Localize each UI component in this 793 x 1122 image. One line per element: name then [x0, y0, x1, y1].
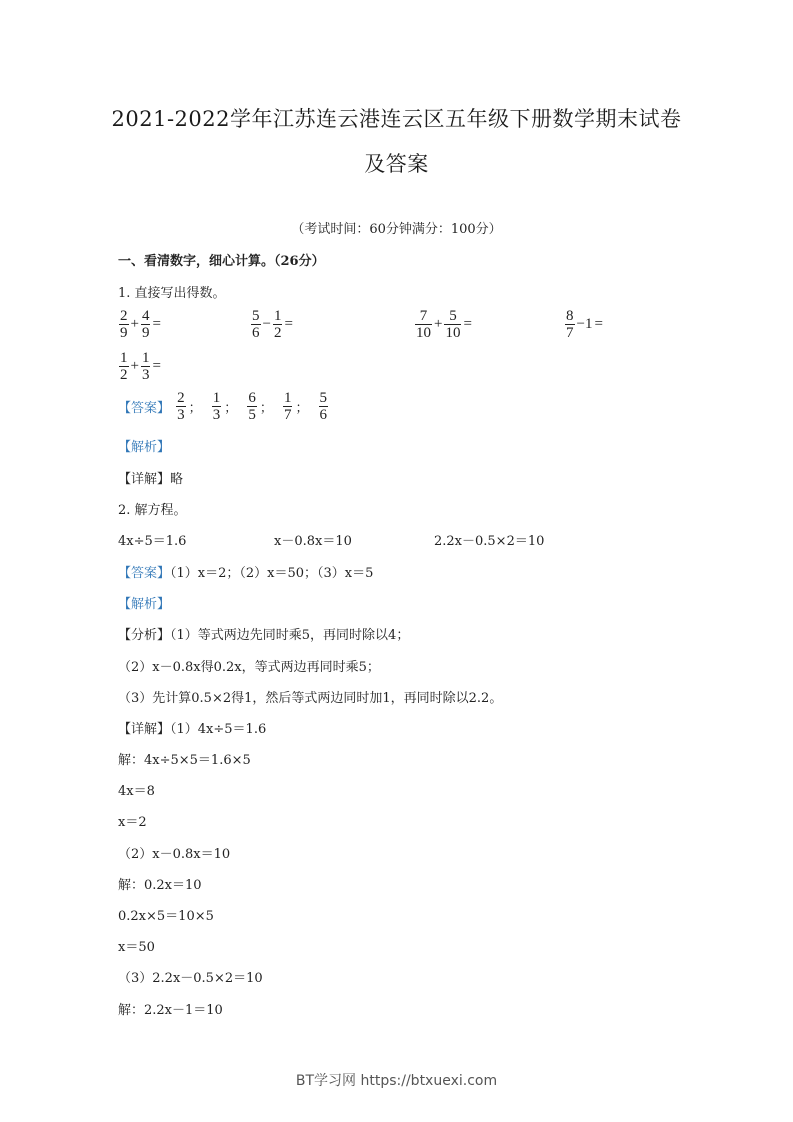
equals-sign: = — [152, 358, 161, 374]
denominator: 5 — [248, 407, 256, 423]
numerator: 2 — [177, 390, 185, 406]
numerator: 4 — [141, 308, 150, 324]
equals-sign: = — [594, 316, 603, 332]
q2-prompt: 2. 解方程。 — [118, 503, 187, 518]
detail-text: 略 — [170, 472, 184, 487]
denominator: 7 — [566, 325, 574, 341]
numerator: 5 — [444, 308, 461, 325]
operator: + — [130, 358, 139, 374]
fraction — [251, 308, 261, 341]
footer-watermark: BT学习网 https://btxuexi.com — [295, 1073, 498, 1089]
numerator: 5 — [252, 308, 260, 324]
operator: − — [262, 316, 271, 332]
q1-analysis-label: 【解析】 — [118, 440, 171, 455]
denominator: 10 — [445, 325, 461, 341]
q2-step-8: （3）2.2x－0.5×2＝10 — [118, 971, 263, 986]
equals-sign: = — [284, 316, 293, 332]
q1-answer — [118, 390, 329, 423]
q2-step-9: 解：2.2x－1＝10 — [118, 1003, 223, 1018]
fraction — [119, 350, 129, 383]
q2-answer — [118, 562, 373, 581]
numerator: 1 — [283, 390, 292, 406]
denominator: 3 — [212, 407, 221, 423]
fenxi-label: 【分析】 — [118, 628, 171, 643]
document-title-line1: 2021-2022学年江苏连云港连云区五年级下册数学期末试卷 — [111, 107, 682, 131]
fraction — [273, 308, 283, 341]
q1-prompt: 1. 直接写出得数。 — [118, 286, 226, 301]
fraction — [141, 308, 151, 341]
fenxi-text: （1）等式两边先同时乘5，再同时除以4； — [170, 628, 410, 643]
q2-detail-line-1 — [118, 718, 266, 737]
numerator: 5 — [319, 390, 328, 406]
q2-analysis-label: 【解析】 — [118, 597, 171, 612]
numerator: 1 — [141, 350, 150, 366]
denominator: 9 — [120, 325, 128, 341]
q2-step-6: 0.2x×5＝10×5 — [118, 909, 214, 924]
separator: ； — [259, 400, 273, 415]
answer-label: 【答案】 — [118, 566, 171, 581]
answer-label: 【答案】 — [118, 401, 171, 416]
detail-label: 【详解】 — [118, 472, 171, 487]
operator: −1 — [576, 316, 593, 332]
answer-fraction-1 — [176, 390, 186, 423]
q1-detail — [118, 468, 183, 487]
separator: ； — [188, 400, 202, 415]
detail-label: 【详解】 — [118, 722, 171, 737]
document-title-line2: 及答案 — [364, 152, 429, 176]
q2-fenxi-line-1 — [118, 624, 409, 643]
denominator: 3 — [141, 367, 150, 383]
q2-equation-2: x－0.8x＝10 — [274, 534, 352, 549]
q1-expression-5 — [118, 350, 162, 383]
answer-fraction-4 — [283, 390, 293, 423]
exam-info: （考试时间：60分钟满分：100分） — [291, 222, 502, 237]
numerator: 7 — [415, 308, 432, 325]
q2-fenxi-line-3: （3）先计算0.5×2得1，然后等式两边同时加1，再同时除以2.2。 — [118, 691, 503, 706]
denominator: 9 — [141, 325, 150, 341]
q2-equation-3: 2.2x－0.5×2＝10 — [434, 534, 545, 549]
numerator: 8 — [566, 308, 574, 324]
fraction — [444, 308, 461, 341]
separator: ； — [295, 400, 309, 415]
denominator: 10 — [416, 325, 431, 341]
fraction — [565, 308, 575, 341]
denominator: 6 — [252, 325, 260, 341]
numerator: 2 — [120, 308, 128, 324]
denominator: 7 — [283, 407, 292, 423]
q2-step-1: 解：4x÷5×5＝1.6×5 — [118, 753, 251, 768]
numerator: 1 — [120, 350, 128, 366]
numerator: 1 — [273, 308, 282, 324]
answer-fraction-2 — [212, 390, 222, 423]
denominator: 2 — [120, 367, 128, 383]
q1-expression-1 — [118, 308, 162, 341]
operator: + — [434, 316, 443, 332]
answer-fraction-5 — [319, 390, 329, 423]
fraction — [415, 308, 432, 341]
denominator: 3 — [177, 407, 185, 423]
q1-expression-3 — [414, 308, 473, 341]
denominator: 2 — [273, 325, 282, 341]
numerator: 6 — [248, 390, 256, 406]
equals-sign: = — [152, 316, 161, 332]
q2-step-2: 4x＝8 — [118, 784, 155, 799]
q1-expression-2 — [250, 308, 294, 341]
q1-expression-4 — [564, 308, 604, 341]
q2-equation-1: 4x÷5＝1.6 — [118, 534, 187, 549]
equals-sign: = — [463, 316, 472, 332]
answer-fraction-3 — [247, 390, 257, 423]
q2-fenxi-line-2: （2）x－0.8x得0.2x，等式两边再同时乘5； — [118, 660, 380, 675]
numerator: 1 — [212, 390, 221, 406]
fraction — [119, 308, 129, 341]
q2-step-4: （2）x－0.8x＝10 — [118, 847, 231, 862]
q2-step-7: x＝50 — [118, 940, 155, 955]
detail-text: （1）4x÷5＝1.6 — [170, 722, 267, 737]
answer-text: （1）x＝2；（2）x＝50；（3）x＝5 — [170, 566, 374, 581]
denominator: 6 — [319, 407, 328, 423]
separator: ； — [224, 400, 238, 415]
section1-heading: 一、看清数字，细心计算。（26分） — [118, 254, 325, 269]
fraction — [141, 350, 151, 383]
operator: + — [130, 316, 139, 332]
q2-step-5: 解：0.2x＝10 — [118, 878, 202, 893]
q2-step-3: x＝2 — [118, 815, 147, 830]
